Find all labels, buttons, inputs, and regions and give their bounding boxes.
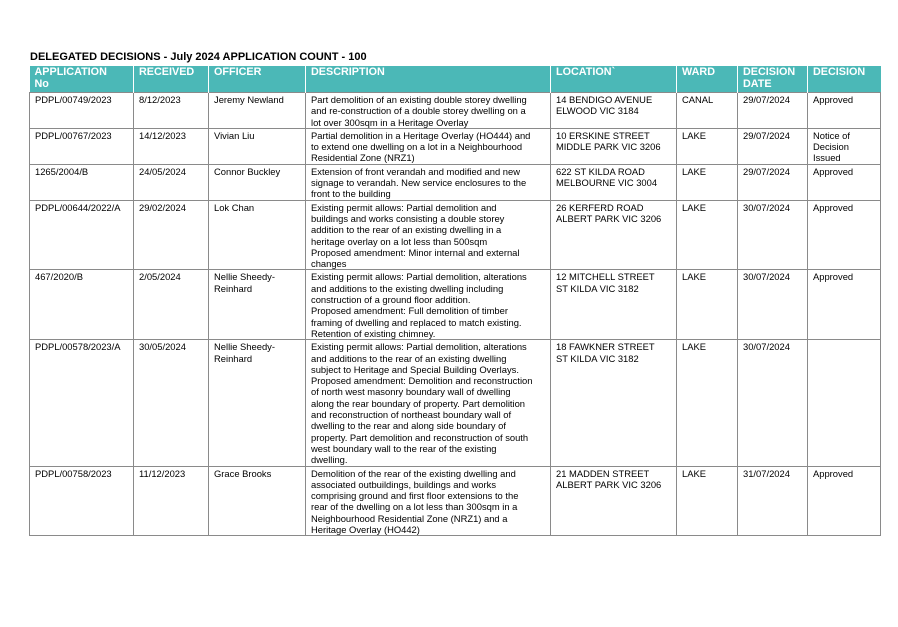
application-no-cell: PDPL/00578/2023/A xyxy=(30,340,134,466)
officer-cell: Grace Brooks xyxy=(209,466,306,536)
received-cell: 8/12/2023 xyxy=(134,93,209,129)
decision-date-cell: 30/07/2024 xyxy=(738,270,808,340)
ward-cell: LAKE xyxy=(677,164,738,200)
table-row xyxy=(30,93,881,129)
column-header-description: DESCRIPTION xyxy=(306,66,551,93)
application-no-cell: PDPL/00644/2022/A xyxy=(30,200,134,270)
description-cell: Part demolition of an existing double storey dwelling and re-construction of a double storey dwelling on a lot over 300sqm in a Heritage Overlay xyxy=(306,93,551,129)
ward-cell: LAKE xyxy=(677,128,738,164)
received-cell: 2/05/2024 xyxy=(134,270,209,340)
delegated-decisions-table xyxy=(29,66,881,536)
decision-date-cell: 29/07/2024 xyxy=(738,164,808,200)
application-no-cell: 1265/2004/B xyxy=(30,164,134,200)
officer-cell: Vivian Liu xyxy=(209,128,306,164)
decision-date-cell: 30/07/2024 xyxy=(738,340,808,466)
decision-date-cell: 31/07/2024 xyxy=(738,466,808,536)
decision-cell xyxy=(808,340,881,466)
received-cell: 11/12/2023 xyxy=(134,466,209,536)
officer-cell: Lok Chan xyxy=(209,200,306,270)
location-cell: 21 MADDEN STREET ALBERT PARK VIC 3206 xyxy=(551,466,677,536)
description-cell: Existing permit allows: Partial demolition and buildings and works consisting a double storey addition to the rear of an existing dwelling in a heritage overlay on a lot less than 500sqm Proposed amendment: Minor internal and external changes xyxy=(306,200,551,270)
description-cell: Demolition of the rear of the existing dwelling and associated outbuildings, buildings and works comprising ground and first floor extensions to the rear of the dwelling on a lot less than 300sqm in a Neighbourhood Residential Zone (NRZ1) and a Heritage Overlay (HO442) xyxy=(306,466,551,536)
location-cell: 12 MITCHELL STREET ST KILDA VIC 3182 xyxy=(551,270,677,340)
officer-cell: Nellie Sheedy- Reinhard xyxy=(209,270,306,340)
officer-cell: Connor Buckley xyxy=(209,164,306,200)
table-row xyxy=(30,466,881,536)
description-cell: Existing permit allows: Partial demolition, alterations and additions to the existing dwelling including construction of a ground floor addition. Proposed amendment: Full demolition of timber framing of dwelling and replaced to match existing. Retention of existing chimney. xyxy=(306,270,551,340)
application-no-cell: PDPL/00749/2023 xyxy=(30,93,134,129)
decision-cell: Approved xyxy=(808,93,881,129)
decision-cell: Approved xyxy=(808,466,881,536)
decision-cell: Approved xyxy=(808,200,881,270)
ward-cell: LAKE xyxy=(677,466,738,536)
location-cell: 10 ERSKINE STREET MIDDLE PARK VIC 3206 xyxy=(551,128,677,164)
ward-cell: LAKE xyxy=(677,200,738,270)
column-header-received: RECEIVED xyxy=(134,66,209,93)
location-cell: 18 FAWKNER STREET ST KILDA VIC 3182 xyxy=(551,340,677,466)
table-row xyxy=(30,340,881,466)
description-cell: Partial demolition in a Heritage Overlay (HO444) and to extend one dwelling on a lot in a Neighbourhood Residential Zone (NRZ1) xyxy=(306,128,551,164)
table-row xyxy=(30,164,881,200)
ward-cell: CANAL xyxy=(677,93,738,129)
column-header-decision: DECISION xyxy=(808,66,881,93)
officer-cell: Nellie Sheedy- Reinhard xyxy=(209,340,306,466)
received-cell: 29/02/2024 xyxy=(134,200,209,270)
decision-cell: Notice of Decision Issued xyxy=(808,128,881,164)
column-header-location: LOCATION` xyxy=(551,66,677,93)
received-cell: 14/12/2023 xyxy=(134,128,209,164)
location-cell: 26 KERFERD ROAD ALBERT PARK VIC 3206 xyxy=(551,200,677,270)
officer-cell: Jeremy Newland xyxy=(209,93,306,129)
received-cell: 30/05/2024 xyxy=(134,340,209,466)
received-cell: 24/05/2024 xyxy=(134,164,209,200)
decision-date-cell: 29/07/2024 xyxy=(738,93,808,129)
table-header-row xyxy=(30,66,881,93)
decision-cell: Approved xyxy=(808,270,881,340)
column-header-application-no: APPLICATION No xyxy=(30,66,134,93)
application-no-cell: PDPL/00758/2023 xyxy=(30,466,134,536)
table-row xyxy=(30,200,881,270)
location-cell: 622 ST KILDA ROAD MELBOURNE VIC 3004 xyxy=(551,164,677,200)
decision-cell: Approved xyxy=(808,164,881,200)
decision-date-cell: 30/07/2024 xyxy=(738,200,808,270)
application-no-cell: 467/2020/B xyxy=(30,270,134,340)
column-header-officer: OFFICER xyxy=(209,66,306,93)
column-header-decision-date: DECISION DATE xyxy=(738,66,808,93)
ward-cell: LAKE xyxy=(677,340,738,466)
table-row xyxy=(30,128,881,164)
description-cell: Existing permit allows: Partial demolition, alterations and additions to the rear of an existing dwelling subject to Heritage and Special Building Overlays. Proposed amendment: Demolition and reconstruction of north west masonry boundary wall of dwelling along the rear boundary of property. Part demolition and reconstruction of northeast boundary wall of dwelling to the rear and along side boundary of property. Part demolition and reconstruction of south west boundary wall to the rear of the existing dwelling. xyxy=(306,340,551,466)
location-cell: 14 BENDIGO AVENUE ELWOOD VIC 3184 xyxy=(551,93,677,129)
decision-date-cell: 29/07/2024 xyxy=(738,128,808,164)
application-no-cell: PDPL/00767/2023 xyxy=(30,128,134,164)
page-title: DELEGATED DECISIONS - July 2024 APPLICATION COUNT - 100 xyxy=(30,51,367,63)
table-row xyxy=(30,270,881,340)
description-cell: Extension of front verandah and modified and new signage to verandah. New service enclosures to the front to the building xyxy=(306,164,551,200)
ward-cell: LAKE xyxy=(677,270,738,340)
column-header-ward: WARD xyxy=(677,66,738,93)
